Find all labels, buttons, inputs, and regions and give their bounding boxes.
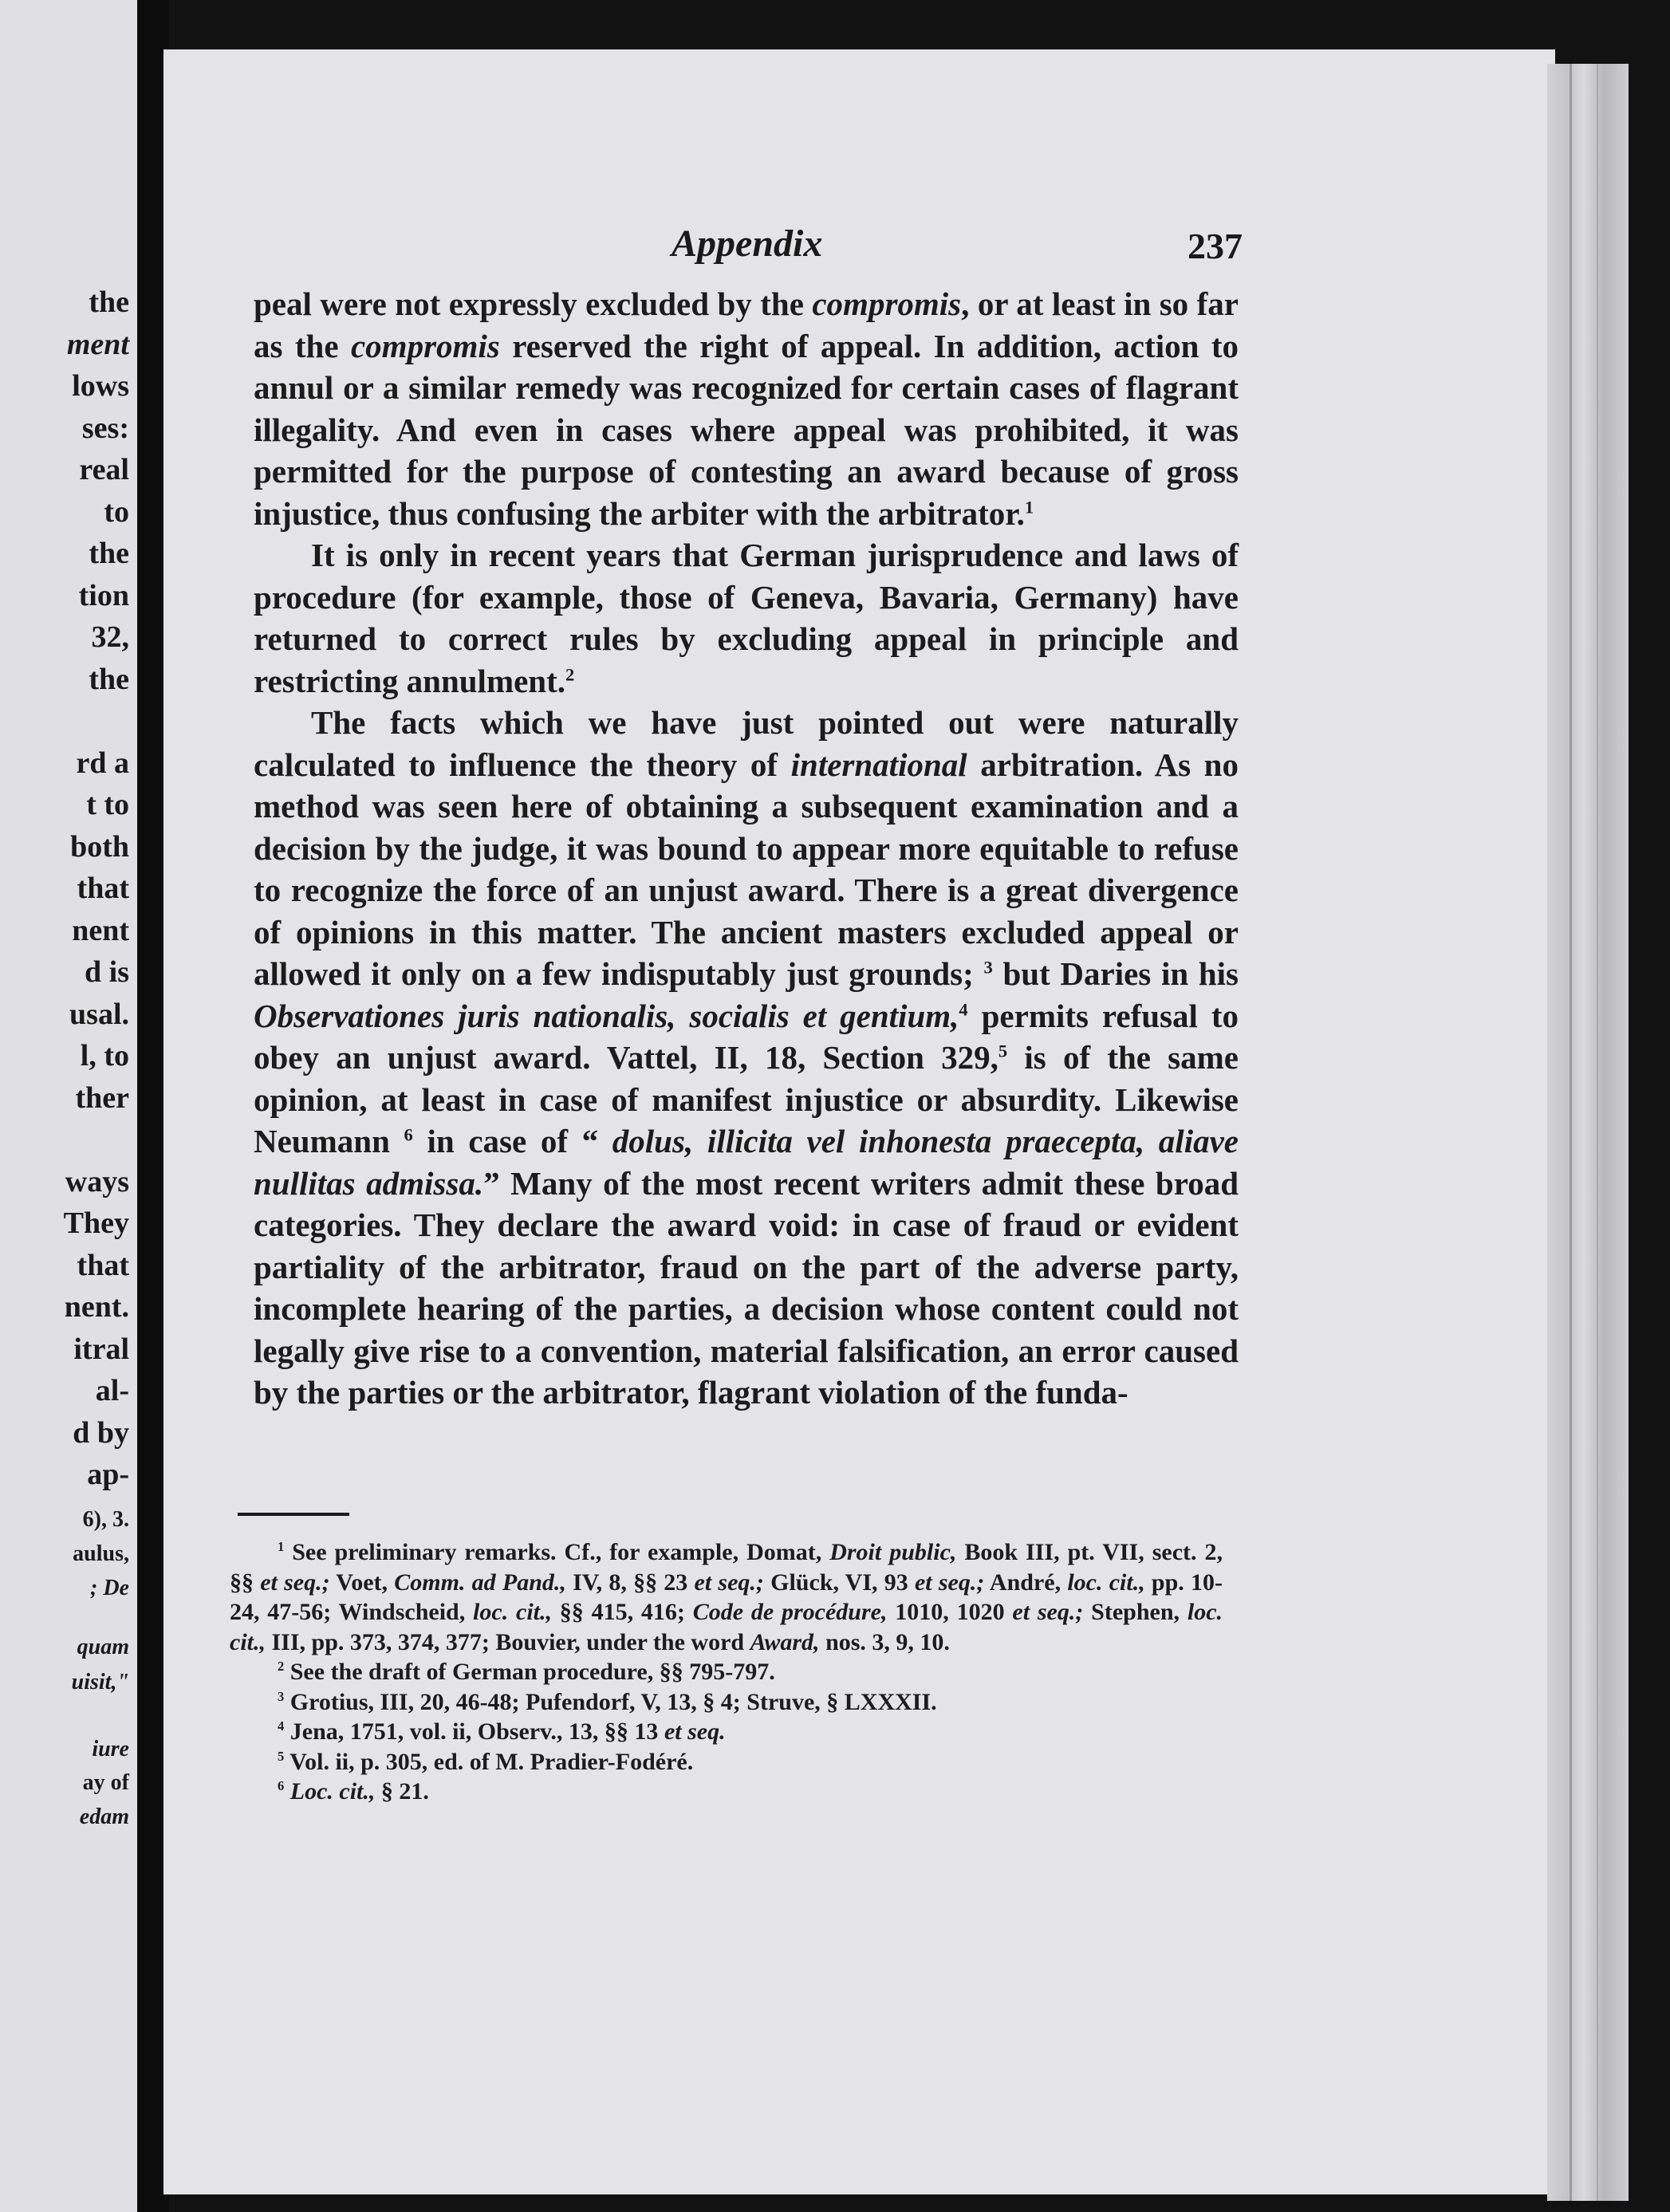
footnote-marker: 4 [278,1718,285,1734]
footnote-marker: 2 [278,1659,285,1674]
left-page-fragment: uisit," [71,1670,129,1694]
left-page-fragment: edam [79,1805,129,1829]
text-run: Jena, 1751, vol. ii, Observ., 13, §§ 13 [284,1718,664,1745]
page-edges [1547,64,1629,2201]
page-number: 237 [1188,226,1243,266]
text-run: peal were not expressly excluded by the [254,285,813,322]
footnote [230,1687,1223,1718]
italic-text: Code de procédure, [692,1599,888,1625]
footnote [230,1657,1223,1687]
footnote-marker: 6 [278,1778,285,1793]
footnote-marker: 1 [278,1539,285,1554]
left-page-fragment: ses: [81,411,129,445]
footnote-rule [238,1513,349,1516]
text-run: 1010, 1020 [887,1599,1013,1625]
italic-text: compromis [812,285,962,322]
footnote-marker: 2 [565,663,575,684]
paragraph [254,283,1239,534]
left-page-fragment: ment [66,328,129,361]
italic-text: et seq.; [260,1568,330,1596]
italic-text: international [790,746,967,783]
left-page-fragment: iure [92,1737,129,1761]
italic-text: loc. cit., [1067,1568,1145,1596]
running-head-title: Appendix [672,222,823,265]
left-page-fragment: the [89,285,129,319]
left-facing-page [0,0,137,2212]
footnote [230,1777,1223,1807]
text-run: See preliminary remarks. Cf., for example, Domat, [284,1539,830,1565]
text-run: , or at least in so far as the [254,285,1239,364]
footnote [230,1717,1223,1747]
text-run: Book III, pt. VII, sect. 2, §§ [230,1539,1223,1596]
text-run: It is only in recent years that German jurisprudence and laws of procedure (for example, those of Geneva, Bavaria, Germany) have returned to correct rules by excluding appeal in principle and restricting annulment. [254,537,1239,699]
text-run: III, pp. 373, 374, 377; Bouvier, under the word [266,1628,750,1655]
left-page-fragment: quam [77,1635,129,1659]
left-page-fragment: both [70,830,129,864]
left-page-fragment: rd a [76,746,129,780]
text-run: ” Many of the most recent writers admit these broad categories. They declare the award void: in case of fraud or evident partiality of the arbitrator, fraud on the part of the adverse party, incomplete hearing of the parties, a decision whose content could not legally give rise to a convention, material falsification, an error caused by the parties or the arbitrator, flagrant violation of the funda- [254,1164,1239,1411]
left-page-fragment: t to [86,788,129,821]
italic-text: Loc. cit., [289,1778,376,1805]
left-page-fragment: nent [72,914,129,947]
text-run: Vol. ii, p. 305, ed. of M. Pradier-Fodéré. [284,1748,694,1775]
left-page-fragment: nent. [64,1290,129,1324]
footnote [230,1747,1223,1777]
left-page-fragment: aulus, [73,1541,129,1566]
text-run: Stephen, [1083,1599,1188,1625]
text-run: arbitration. As no method was seen here of obtaining a subsequent examination and a decision by the judge, it was bound to appear more equitable to refuse to recognize the force of an unjust award. There is a great divergence of opinions in this matter. The ancient masters excluded appeal or allowed it only on a few indisputably just grounds; [254,746,1239,992]
left-page-fragment: itral [73,1332,129,1366]
italic-text: compromis [350,327,500,364]
paragraph [254,534,1239,702]
left-page-fragment: They [63,1206,129,1240]
text-run: The facts which we have just pointed out were naturally calculated to influence the theory of [254,704,1239,783]
main-text [254,283,1239,1414]
italic-text: Award, [750,1628,820,1655]
text-run: pp. 10-24, 47-56; Windscheid, [230,1568,1223,1625]
footnote-marker: 5 [998,1041,1008,1061]
text-run: See the draft of German procedure, §§ 795-797. [284,1659,775,1685]
italic-text: loc. cit., [473,1599,552,1625]
left-page-fragment: to [104,495,129,529]
left-page-fragment: that [77,872,129,905]
text-run: §§ 415, 416; [552,1599,693,1625]
left-page-fragment: ; De [90,1576,129,1600]
italic-text: dolus, illicita vel inhonesta praecepta, aliave nullitas admissa. [254,1123,1239,1202]
italic-text: et seq.; [694,1568,764,1596]
text-run: nos. 3, 9, 10. [819,1628,950,1655]
text-run: is of the same opinion, at least in case of manifest injustice or absurdity. Likewise Neumann [254,1039,1239,1159]
left-page-fragment: real [79,453,129,486]
footnote-marker: 5 [278,1748,285,1764]
text-run: Grotius, III, 20, 46-48; Pufendorf, V, 13, § 4; Struve, § LXXXII. [284,1688,937,1715]
footnote-marker: 4 [959,998,968,1019]
left-page-fragment: ay of [82,1770,129,1795]
italic-text: Observationes juris nationalis, socialis et gentium, [254,997,959,1034]
left-page-fragment: d is [85,955,129,989]
italic-text: Comm. ad Pand., [394,1568,566,1596]
left-page-fragment: tion [78,579,129,612]
italic-text: et seq.; [1012,1599,1084,1625]
text-run: Voet, [329,1568,395,1596]
footnote-marker: 3 [278,1688,285,1704]
left-page-fragment: 6), 3. [82,1507,129,1532]
footnotes [230,1537,1223,1807]
left-page-fragment: ways [65,1165,129,1198]
left-page-fragment: ther [75,1081,129,1115]
footnote-marker: 6 [404,1124,413,1145]
text-run: André, [984,1568,1068,1596]
text-run: reserved the right of appeal. In addition, action to annul or a similar remedy was recognized for certain cases of flagrant illegality. And even in cases where appeal was prohibited, it was permitted for the purpose of contesting an award because of gross injustice, thus confusing the arbiter with the arbitrator. [254,327,1239,532]
left-page-fragment: that [77,1249,129,1282]
text-run: Glück, VI, 93 [763,1568,915,1596]
left-page-fragment: l, to [80,1039,129,1073]
italic-text: Droit public, [829,1539,957,1565]
footnote-marker: 3 [983,957,993,978]
left-page-fragment: 32, [91,620,129,654]
text-run: in case of “ [412,1123,612,1159]
left-page-fragment: the [89,663,129,696]
italic-text: loc. cit., [230,1599,1223,1655]
text-run [284,1778,290,1805]
left-page-fragment: d by [73,1416,129,1450]
italic-text: et seq.; [914,1568,985,1596]
text-run: § 21. [375,1778,429,1805]
left-page-fragment: ap- [87,1458,129,1491]
text-run: but Daries in his [992,955,1239,992]
paragraph [254,702,1239,1414]
italic-text: et seq. [664,1718,726,1745]
text-run: permits refusal to obey an unjust award. Vattel, II, 18, Section 329, [254,997,1239,1076]
left-page-fragment: al- [95,1374,129,1407]
footnote [230,1537,1223,1657]
left-page-fragment: usal. [69,998,129,1031]
footnote-marker: 1 [1024,496,1034,517]
left-page-fragment: the [89,537,129,570]
running-header [255,222,1244,270]
text-run: IV, 8, §§ 23 [565,1568,695,1596]
left-page-fragment: lows [72,369,129,403]
